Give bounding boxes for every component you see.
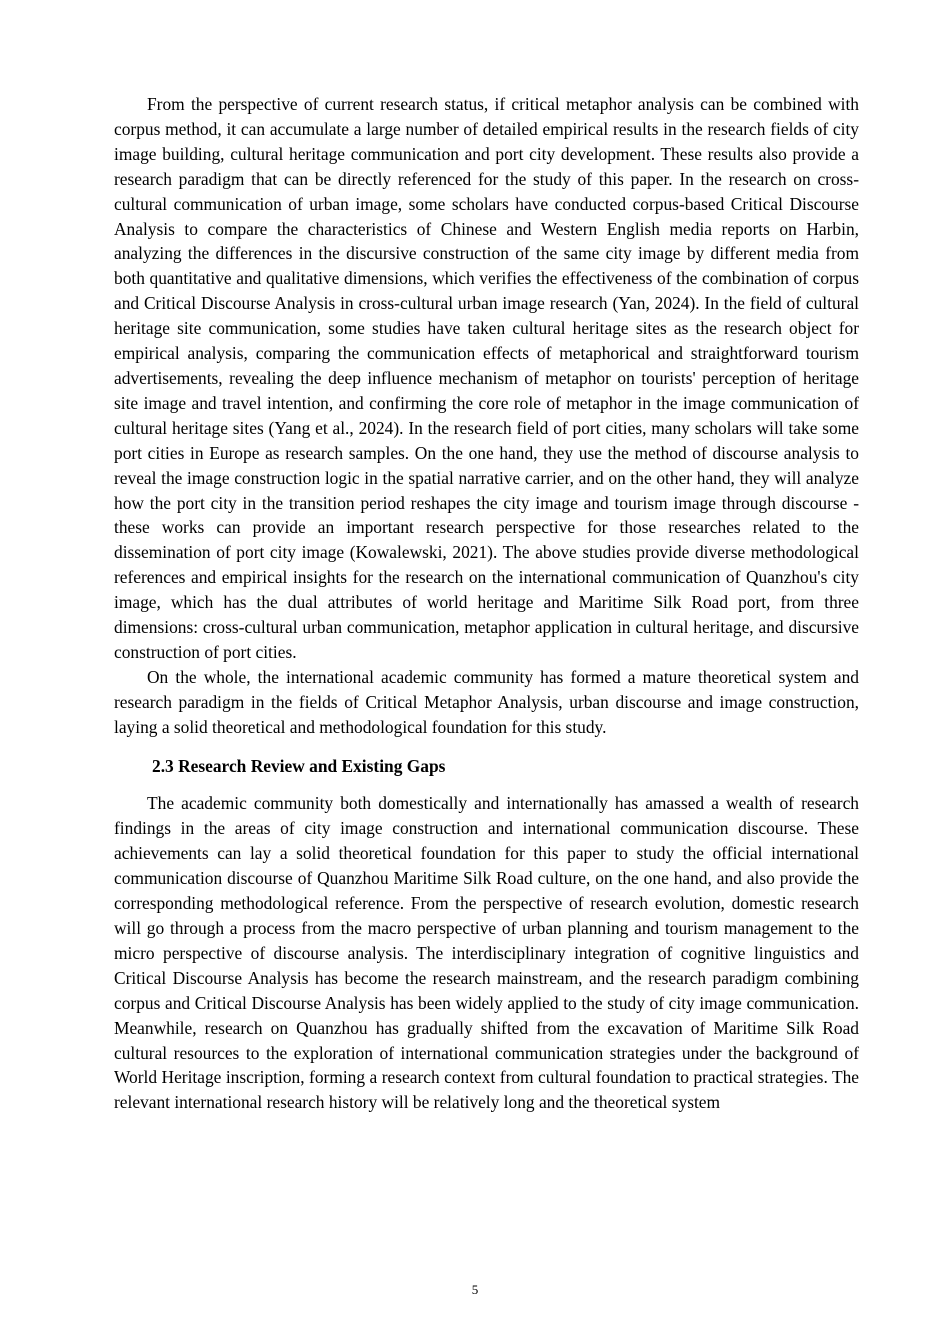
paragraph-summary: On the whole, the international academic community has formed a mature theoretical system and research paradigm in the fields of Critical Metaphor Analysis, urban discourse and image construction, laying a solid theoretical and methodological foundation for this study.	[114, 666, 859, 737]
page-number: 5	[471, 1282, 479, 1297]
page-body	[114, 92, 859, 1115]
paragraph-review: The academic community both domestically and internationally has amassed a wealth of research findings in the areas of city image construction and international communication discourse. These achievements can lay a solid theoretical foundation for this paper to study the official international communication discourse of Quanzhou Maritime Silk Road culture, on the one hand, and also provide the corresponding methodological reference. From the perspective of research evolution, domestic research will go through a process from the macro perspective of urban planning and tourism management to the micro perspective of discourse analysis. The interdisciplinary integration of cognitive linguistics and Critical Discourse Analysis has become the research mainstream, and the research paradigm combining corpus and Critical Discourse Analysis has been widely applied to the study of city image communication. Meanwhile, research on Quanzhou has gradually shifted from the excavation of Maritime Silk Road cultural resources to the exploration of international communication strategies under the background of World Heritage inscription, forming a research context from cultural foundation to practical strategies. The relevant international research history will be relatively long and the theoretical system	[114, 793, 859, 1113]
section-heading: 2.3 Research Review and Existing Gaps	[152, 755, 446, 776]
paragraph-research-status: From the perspective of current research status, if critical metaphor analysis can be combined with corpus method, it can accumulate a large number of detailed empirical results in the research fields of city image building, cultural heritage communication and port city development. These results also provide a research paradigm that can be directly referenced for the study of this paper. In the research on cross-cultural communication of urban image, some scholars have conducted corpus-based Critical Discourse Analysis to compare the characteristics of Chinese and Western English media reports on Harbin, analyzing the differences in the discursive construction of the same city image by different media from both quantitative and qualitative dimensions, which verifies the effectiveness of the combination of corpus and Critical Discourse Analysis in cross-cultural urban image research (Yan, 2024). In the field of cultural heritage site communication, some studies have taken cultural heritage sites as the research object for empirical analysis, comparing the communication effects of metaphorical and straightforward tourism advertisements, revealing the deep influence mechanism of metaphor on tourists' perception of heritage site image and travel intention, and confirming the core role of metaphor in the image communication of cultural heritage sites (Yang et al., 2024). In the research field of port cities, many scholars will take some port cities in Europe as research samples. On the one hand, they use the method of discourse analysis to reveal the image construction logic in the spatial narrative carrier, and on the other hand, they will analyze how the port city in the transition period reshapes the city image and tourism image through discourse - these works can provide an important research perspective for those researches related to the dissemination of port city image (Kowalewski, 2021). The above studies provide diverse methodological references and empirical insights for the research on the international communication of Quanzhou's city image, which has the dual attributes of world heritage and Maritime Silk Road port, from three dimensions: cross-cultural urban communication, metaphor application in cultural heritage, and discursive construction of port cities.	[114, 94, 859, 662]
